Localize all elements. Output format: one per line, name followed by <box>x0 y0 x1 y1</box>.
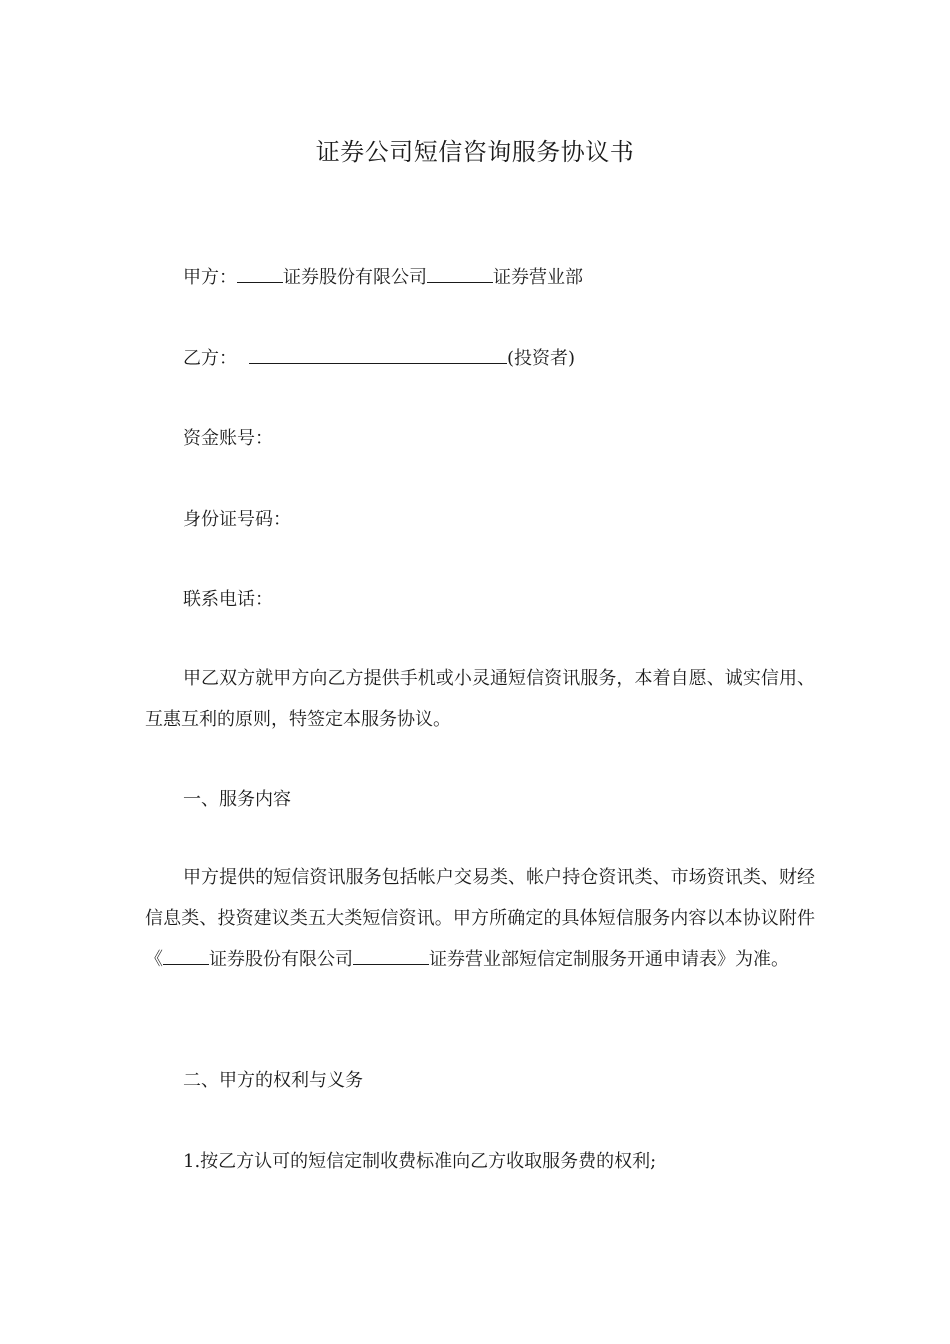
section1-para-part2: 证券营业部短信定制服务开通申请表》为准。 <box>429 949 789 970</box>
section1-blank-1 <box>163 946 209 965</box>
party-b-suffix: (投资者) <box>507 348 576 369</box>
party-a-department: 证券营业部 <box>493 267 583 288</box>
party-b-line <box>183 345 575 372</box>
section1-blank-2 <box>353 946 429 965</box>
party-a-label: 甲方： <box>183 267 237 288</box>
section2-heading: 二、甲方的权利与义务 <box>183 1070 363 1091</box>
section1-para-part1: 甲方提供的短信资讯服务包括帐户交易类、帐户持仓资讯类、市场资讯类、财经信息类、投资建议类五大类短信资讯。甲方所确定的具体短信服务内容以本协议附件《 <box>145 867 815 970</box>
party-b-label: 乙方： <box>183 348 237 369</box>
party-a-company: 证券股份有限公司 <box>283 267 427 288</box>
id-number-label: 身份证号码： <box>183 509 291 530</box>
document-title: 证券公司短信咨询服务协议书 <box>315 138 635 166</box>
section2-item-1: 1.按乙方认可的短信定制收费标准向乙方收取服务费的权利; <box>183 1151 657 1172</box>
section1-para-company: 证券股份有限公司 <box>209 949 353 970</box>
section1-heading: 一、服务内容 <box>183 789 291 810</box>
party-a-line <box>183 264 583 291</box>
party-a-blank-1 <box>237 264 283 283</box>
fund-account-label: 资金账号： <box>183 428 273 449</box>
party-b-blank <box>249 345 507 364</box>
intro-paragraph: 甲乙双方就甲方向乙方提供手机或小灵通短信资讯服务，本着自愿、诚实信用、互惠互利的原则，特签定本服务协议。 <box>145 668 815 730</box>
section1-paragraph <box>145 857 815 980</box>
phone-label: 联系电话： <box>183 589 273 610</box>
party-a-blank-2 <box>427 264 493 283</box>
